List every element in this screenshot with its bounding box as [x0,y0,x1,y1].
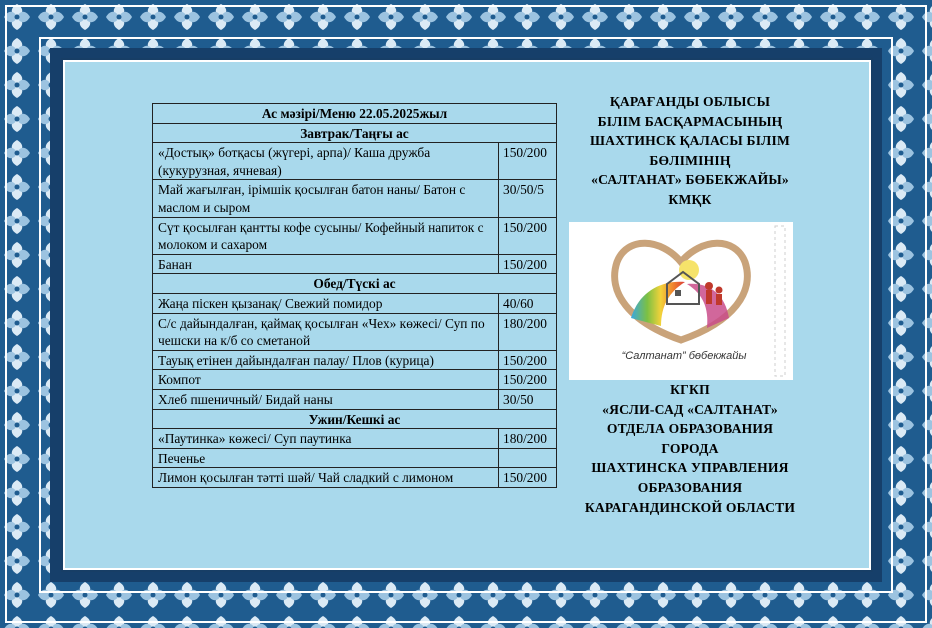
kindergarten-logo [569,222,793,380]
menu-title: Ас мәзірі/Меню 22.05.2025жыл [153,104,557,124]
menu-item-row [153,389,557,409]
menu-item-row [153,254,557,274]
org-line: КАРАГАНДИНСКОЙ ОБЛАСТИ [584,499,796,515]
menu-item-row [153,468,557,488]
menu-table [152,103,557,488]
menu-title-row [153,104,557,124]
menu-item-row [153,143,557,180]
section-title: Завтрак/Таңғы ас [153,123,557,143]
dish-name: Жаңа піскен қызанақ/ Свежий помидор [153,293,499,313]
dish-name: «Паутинка» көжесі/ Суп паутинка [153,429,499,449]
org-line: «ЯСЛИ-САД «САЛТАНАТ» [602,401,778,417]
logo-caption: “Салтанат” бөбекжайы [621,350,747,362]
org-line: БІЛІМ БАСҚАРМАСЫНЫҢ [597,113,783,129]
dish-name: Лимон қосылған тәтті шәй/ Чай сладкий с лимоном [153,468,499,488]
section-title: Ужин/Кешкі ас [153,409,557,429]
organization-name-kazakh [566,92,814,210]
dish-name: Компот [153,370,499,390]
section-row [153,274,557,294]
menu-item-row [153,429,557,449]
section-row [153,409,557,429]
dish-portion: 150/200 [499,254,557,274]
menu-item-row [153,217,557,254]
org-line: «САЛТАНАТ» БӨБЕКЖАЙЫ» [591,172,789,188]
org-line: ГОРОДА [661,440,719,456]
dish-name: С/с дайындалған, қаймақ қосылған «Чех» көжесі/ Суп по чешски на к/б со сметаной [153,313,499,350]
dish-name: Печенье [153,448,499,468]
dish-portion: 150/200 [499,468,557,488]
menu-item-row [153,293,557,313]
dish-name: Банан [153,254,499,274]
dish-portion: 180/200 [499,429,557,449]
dish-portion: 30/50/5 [499,180,557,217]
dish-portion: 30/50 [499,389,557,409]
menu-item-row [153,448,557,468]
dish-portion: 150/200 [499,350,557,370]
dish-name: Тауық етінен дайындалған палау/ Плов (курица) [153,350,499,370]
org-line: ШАХТИНСКА УПРАВЛЕНИЯ [591,460,789,476]
section-row [153,123,557,143]
dish-name: Хлеб пшеничный/ Бидай наны [153,389,499,409]
dish-name: Сүт қосылған қантты кофе сусыны/ Кофейный напиток с молоком и сахаром [153,217,499,254]
org-line: ҚАРАҒАНДЫ ОБЛЫСЫ [609,94,771,109]
org-line: ОТДЕЛА ОБРАЗОВАНИЯ [606,421,774,437]
dish-portion: 40/60 [499,293,557,313]
org-line: БӨЛІМІНІҢ [649,152,731,168]
org-line: КМҚК [668,191,712,207]
org-line: ШАХТИНСК ҚАЛАСЫ БІЛІМ [589,133,791,149]
menu-item-row [153,180,557,217]
menu-item-row [153,370,557,390]
organization-name-russian [566,380,814,517]
dish-portion: 180/200 [499,313,557,350]
section-title: Обед/Түскі ас [153,274,557,294]
dish-portion: 150/200 [499,143,557,180]
dish-name: «Достық» ботқасы (жүгері, арпа)/ Каша дружба (кукурузная, ячневая) [153,143,499,180]
dish-portion [499,448,557,468]
dish-name: Май жағылған, ірімшік қосылған батон наны/ Батон с маслом и сыром [153,180,499,217]
menu-item-row [153,350,557,370]
org-line: ОБРАЗОВАНИЯ [637,479,743,495]
org-line: КГКП [670,382,710,397]
menu-item-row [153,313,557,350]
dish-portion: 150/200 [499,370,557,390]
dish-portion: 150/200 [499,217,557,254]
